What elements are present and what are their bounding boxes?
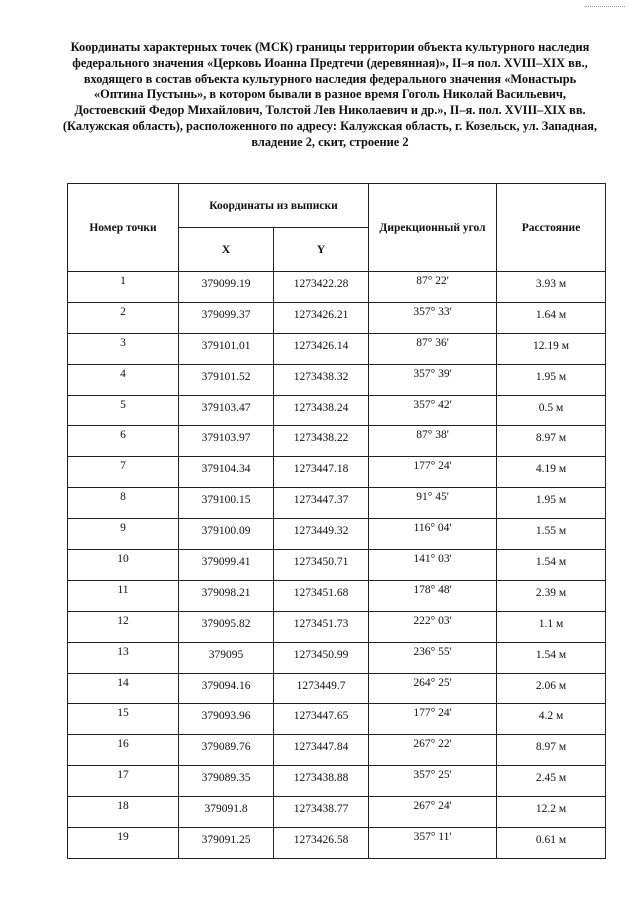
table-row	[68, 272, 606, 303]
bearing-cell: 177° 24'	[369, 457, 497, 488]
y-coordinate-cell: 1273438.24	[274, 395, 369, 426]
y-coordinate-cell: 1273451.68	[274, 580, 369, 611]
header-point-number: Номер точки	[68, 184, 179, 272]
x-coordinate-cell: 379104.34	[179, 457, 274, 488]
table-row	[68, 673, 606, 704]
x-coordinate-cell: 379100.15	[179, 488, 274, 519]
y-coordinate-cell: 1273426.58	[274, 828, 369, 859]
bearing-cell: 267° 24'	[369, 797, 497, 828]
point-number-cell: 2	[68, 302, 179, 333]
y-coordinate-cell: 1273426.14	[274, 333, 369, 364]
table-row	[68, 519, 606, 550]
y-coordinate-cell: 1273447.65	[274, 704, 369, 735]
x-coordinate-cell: 379094.16	[179, 673, 274, 704]
bearing-cell: 357° 25'	[369, 766, 497, 797]
bearing-cell: 177° 24'	[369, 704, 497, 735]
point-number-cell: 11	[68, 580, 179, 611]
distance-cell: 1.95 м	[497, 364, 606, 395]
coordinates-table	[67, 183, 606, 859]
point-number-cell: 19	[68, 828, 179, 859]
distance-cell: 4.19 м	[497, 457, 606, 488]
bearing-cell: 178° 48'	[369, 580, 497, 611]
y-coordinate-cell: 1273450.71	[274, 550, 369, 581]
y-coordinate-cell: 1273450.99	[274, 642, 369, 673]
header-distance: Расстояние	[497, 184, 606, 272]
y-coordinate-cell: 1273451.73	[274, 611, 369, 642]
point-number-cell: 18	[68, 797, 179, 828]
point-number-cell: 5	[68, 395, 179, 426]
table-row	[68, 611, 606, 642]
table-row	[68, 735, 606, 766]
distance-cell: 1.54 м	[497, 642, 606, 673]
point-number-cell: 12	[68, 611, 179, 642]
y-coordinate-cell: 1273422.28	[274, 272, 369, 303]
table-row	[68, 828, 606, 859]
header-coords-group: Координаты из выписки	[179, 184, 369, 228]
x-coordinate-cell: 379099.41	[179, 550, 274, 581]
point-number-cell: 1	[68, 272, 179, 303]
point-number-cell: 3	[68, 333, 179, 364]
distance-cell: 0.61 м	[497, 828, 606, 859]
bearing-cell: 87° 38'	[369, 426, 497, 457]
table-row	[68, 457, 606, 488]
header-bearing: Дирекционный угол	[369, 184, 497, 272]
bearing-cell: 267° 22'	[369, 735, 497, 766]
x-coordinate-cell: 379099.19	[179, 272, 274, 303]
y-coordinate-cell: 1273447.18	[274, 457, 369, 488]
distance-cell: 3.93 м	[497, 272, 606, 303]
x-coordinate-cell: 379089.76	[179, 735, 274, 766]
bearing-cell: 357° 11'	[369, 828, 497, 859]
x-coordinate-cell: 379093.96	[179, 704, 274, 735]
document-title: Координаты характерных точек (МСК) границы территории объекта культурного наследия федерального значения «Церковь Иоанна Предтечи (деревянная)», II–я пол. XVIII–XIX вв., входящего в состав объекта культурного наследия федерального значения «Монастырь «Оптина Пустынь», в котором бывали в разное время Гоголь Николай Васильевич, Достоевский Федор Михайлович, Толстой Лев Николаевич и др.», II–я. пол. XVIII–XIX вв. (Калужская область), расположенного по адресу: Калужская область, г. Козельск, ул. Западная, владение 2, скит, строение 2	[62, 40, 598, 149]
y-coordinate-cell: 1273438.22	[274, 426, 369, 457]
table-row	[68, 364, 606, 395]
y-coordinate-cell: 1273447.84	[274, 735, 369, 766]
bearing-cell: 116° 04'	[369, 519, 497, 550]
distance-cell: 2.06 м	[497, 673, 606, 704]
bearing-cell: 357° 39'	[369, 364, 497, 395]
x-coordinate-cell: 379101.01	[179, 333, 274, 364]
x-coordinate-cell: 379091.25	[179, 828, 274, 859]
distance-cell: 2.39 м	[497, 580, 606, 611]
table-row	[68, 395, 606, 426]
table-row	[68, 797, 606, 828]
distance-cell: 1.64 м	[497, 302, 606, 333]
x-coordinate-cell: 379095.82	[179, 611, 274, 642]
x-coordinate-cell: 379095	[179, 642, 274, 673]
x-coordinate-cell: 379103.97	[179, 426, 274, 457]
x-coordinate-cell: 379091.8	[179, 797, 274, 828]
bearing-cell: 87° 22'	[369, 272, 497, 303]
point-number-cell: 4	[68, 364, 179, 395]
y-coordinate-cell: 1273426.21	[274, 302, 369, 333]
x-coordinate-cell: 379103.47	[179, 395, 274, 426]
distance-cell: 2.45 м	[497, 766, 606, 797]
y-coordinate-cell: 1273449.32	[274, 519, 369, 550]
bearing-cell: 91° 45'	[369, 488, 497, 519]
bearing-cell: 264° 25'	[369, 673, 497, 704]
point-number-cell: 16	[68, 735, 179, 766]
table-row	[68, 766, 606, 797]
distance-cell: 1.95 м	[497, 488, 606, 519]
point-number-cell: 9	[68, 519, 179, 550]
x-coordinate-cell: 379099.37	[179, 302, 274, 333]
bearing-cell: 357° 42'	[369, 395, 497, 426]
corner-dotted-mark	[585, 6, 625, 7]
y-coordinate-cell: 1273438.88	[274, 766, 369, 797]
bearing-cell: 357° 33'	[369, 302, 497, 333]
distance-cell: 0.5 м	[497, 395, 606, 426]
distance-cell: 12.19 м	[497, 333, 606, 364]
table-row	[68, 704, 606, 735]
point-number-cell: 7	[68, 457, 179, 488]
x-coordinate-cell: 379100.09	[179, 519, 274, 550]
table-row	[68, 580, 606, 611]
distance-cell: 8.97 м	[497, 426, 606, 457]
x-coordinate-cell: 379101.52	[179, 364, 274, 395]
point-number-cell: 13	[68, 642, 179, 673]
header-y: Y	[274, 228, 369, 272]
y-coordinate-cell: 1273438.77	[274, 797, 369, 828]
point-number-cell: 10	[68, 550, 179, 581]
distance-cell: 1.55 м	[497, 519, 606, 550]
bearing-cell: 222° 03'	[369, 611, 497, 642]
point-number-cell: 15	[68, 704, 179, 735]
bearing-cell: 236° 55'	[369, 642, 497, 673]
point-number-cell: 8	[68, 488, 179, 519]
table-row	[68, 426, 606, 457]
distance-cell: 1.1 м	[497, 611, 606, 642]
distance-cell: 1.54 м	[497, 550, 606, 581]
distance-cell: 8.97 м	[497, 735, 606, 766]
bearing-cell: 87° 36'	[369, 333, 497, 364]
point-number-cell: 6	[68, 426, 179, 457]
distance-cell: 4.2 м	[497, 704, 606, 735]
table-row	[68, 642, 606, 673]
y-coordinate-cell: 1273438.32	[274, 364, 369, 395]
x-coordinate-cell: 379098.21	[179, 580, 274, 611]
header-x: X	[179, 228, 274, 272]
table-row	[68, 488, 606, 519]
table-row	[68, 302, 606, 333]
distance-cell: 12.2 м	[497, 797, 606, 828]
point-number-cell: 17	[68, 766, 179, 797]
table-row	[68, 333, 606, 364]
bearing-cell: 141° 03'	[369, 550, 497, 581]
table-row	[68, 550, 606, 581]
x-coordinate-cell: 379089.35	[179, 766, 274, 797]
y-coordinate-cell: 1273447.37	[274, 488, 369, 519]
point-number-cell: 14	[68, 673, 179, 704]
y-coordinate-cell: 1273449.7	[274, 673, 369, 704]
